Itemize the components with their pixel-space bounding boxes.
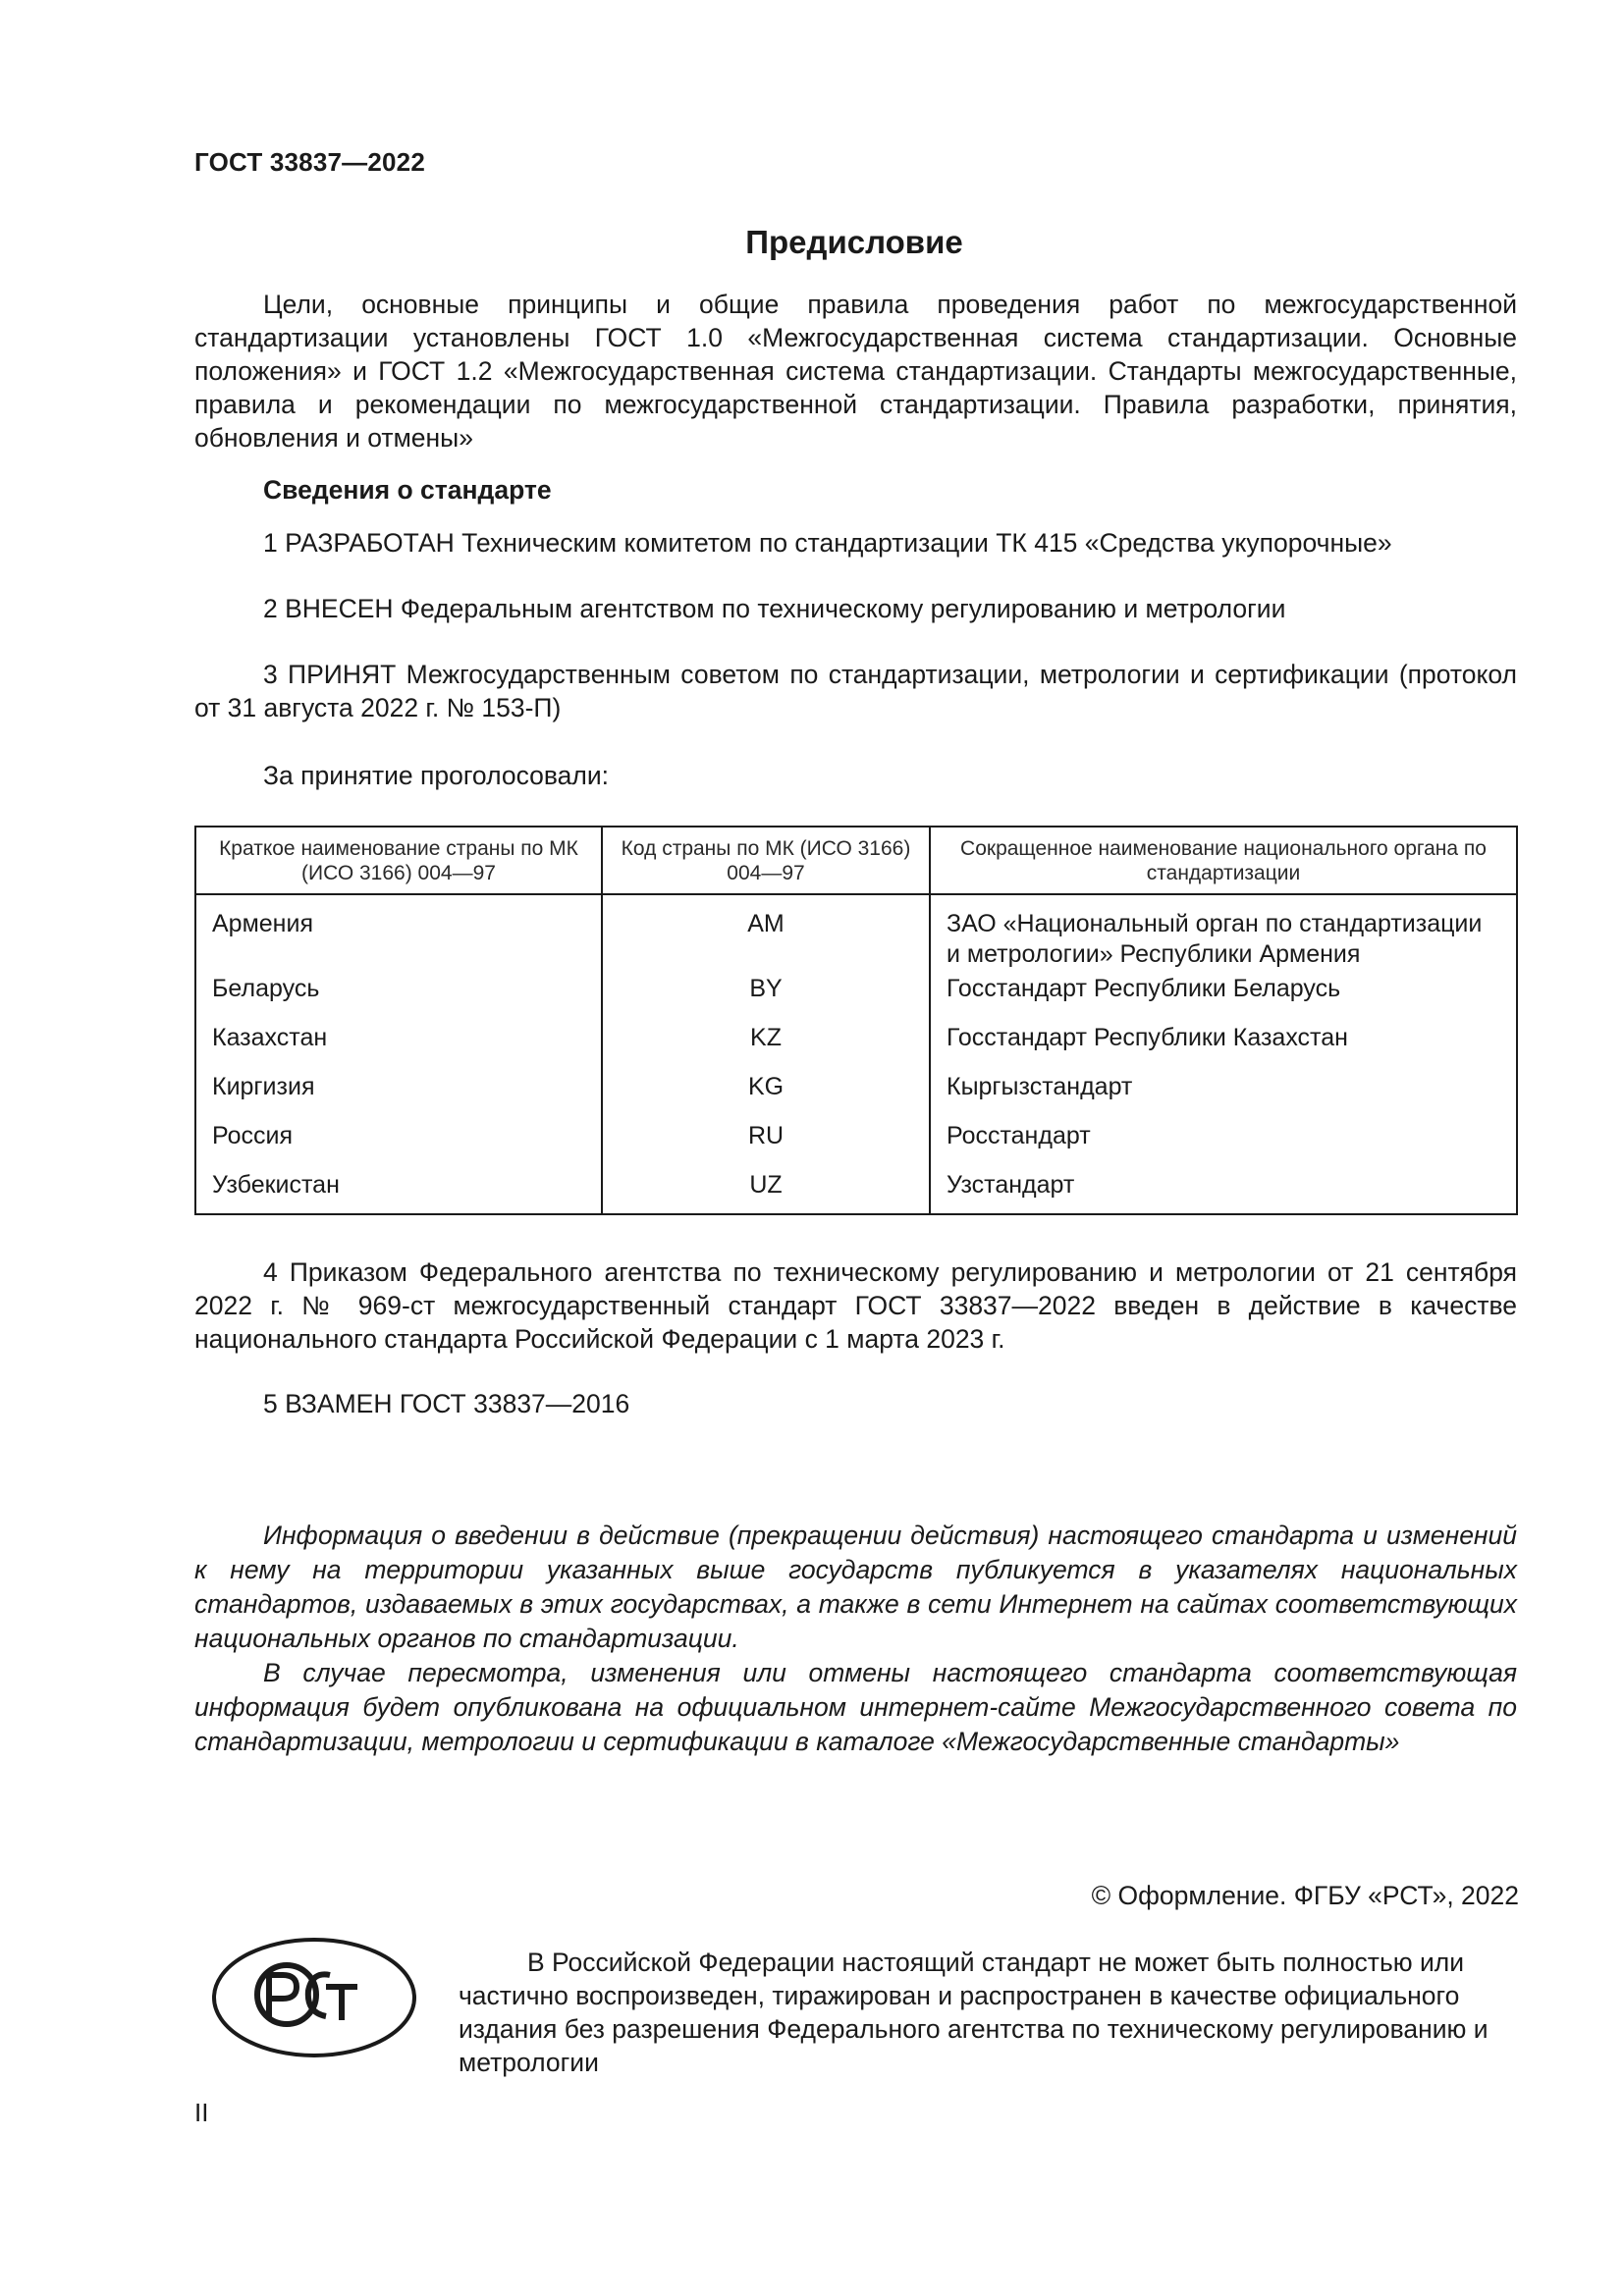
item-2: 2 ВНЕСЕН Федеральным агентством по техническому регулированию и метрологии (263, 594, 1286, 623)
item-3: 3 ПРИНЯТ Межгосударственным советом по стандартизации, метрологии и сертификации (протокол от 31 августа 2022 г. № 153-П) (194, 660, 1517, 722)
table-header-code: Код страны по МК (ИСО 3166) 004—97 (602, 827, 930, 894)
intro-paragraph: Цели, основные принципы и общие правила проведения работ по межгосударственной стандартизации установлены ГОСТ 1.0 «Межгосударственная система стандартизации. Основные положения» и ГОСТ 1.2 «Межгосударственная система стандартизации. Стандарты межгосударственные, правила и рекомендации по межгосударственной стандартизации. Правила разработки, принятия, обновления и отмены» (194, 290, 1517, 453)
national-body: Госстандарт Республики Беларусь (930, 972, 1517, 1021)
country-name: Казахстан (195, 1021, 602, 1070)
country-name: Армения (195, 894, 602, 972)
table-row (195, 1070, 1517, 1119)
table-header-row (195, 827, 1517, 894)
country-code: KG (602, 1070, 930, 1119)
notice-paragraph-1: Информация о введении в действие (прекращении действия) настоящего стандарта и изменений к нему на территории указанных выше государств публикуется в указателях национальных стандартов, издаваемых в этих государствах, а также в сети Интернет на сайтах соответствующих национальных органов по стандартизации. (194, 1521, 1517, 1653)
voting-countries-table (194, 826, 1518, 1215)
national-body: Госстандарт Республики Казахстан (930, 1021, 1517, 1070)
page-number: II (194, 2098, 209, 2127)
table-row (195, 1119, 1517, 1168)
country-name: Беларусь (195, 972, 602, 1021)
notice-paragraph-2: В случае пересмотра, изменения или отмены настоящего стандарта соответствующая информация будет опубликована на официальном интернет-сайте Межгосударственного совета по стандартизации, метрологии и сертификации в каталоге «Межгосударственные стандарты» (194, 1658, 1517, 1756)
voted-label: За принятие проголосовали: (263, 761, 610, 790)
rst-certification-mark-icon (210, 1936, 418, 2059)
item-1: 1 РАЗРАБОТАН Техническим комитетом по стандартизации ТК 415 «Средства укупорочные» (263, 528, 1392, 558)
item-4: 4 Приказом Федерального агентства по техническому регулированию и метрологии от 21 сентября 2022 г. № 969-ст межгосударственный стандарт ГОСТ 33837—2022 введен в действие в качестве национального стандарта Российской Федерации с 1 марта 2023 г. (194, 1257, 1517, 1354)
table-header-country: Краткое наименование страны по МК (ИСО 3166) 004—97 (195, 827, 602, 894)
table-row (195, 1168, 1517, 1214)
national-body: Кыргызстандарт (930, 1070, 1517, 1119)
country-code: BY (602, 972, 930, 1021)
item-5: 5 ВЗАМЕН ГОСТ 33837—2016 (263, 1389, 630, 1418)
country-name: Узбекистан (195, 1168, 602, 1214)
document-code-header: ГОСТ 33837—2022 (194, 147, 425, 177)
standard-info-heading: Сведения о стандарте (263, 475, 552, 505)
copyright-notice: © Оформление. ФГБУ «РСТ», 2022 (1091, 1881, 1519, 1910)
table-header-body: Сокращенное наименование национального органа по стандартизации (930, 827, 1517, 894)
country-code: AM (602, 894, 930, 972)
table-row (195, 1021, 1517, 1070)
national-body: Росстандарт (930, 1119, 1517, 1168)
table-row (195, 972, 1517, 1021)
country-code: KZ (602, 1021, 930, 1070)
table-row (195, 894, 1517, 972)
national-body: ЗАО «Национальный орган по стандартизации и метрологии» Республики Армения (930, 894, 1517, 972)
copyright-restriction-text: В Российской Федерации настоящий стандарт не может быть полностью или частично воспроизведен, тиражирован и распространен в качестве официального издания без разрешения Федерального агентства по техническому регулированию и метрологии (459, 1948, 1489, 2077)
country-name: Киргизия (195, 1070, 602, 1119)
country-code: UZ (602, 1168, 930, 1214)
country-code: RU (602, 1119, 930, 1168)
country-name: Россия (195, 1119, 602, 1168)
page-title: Предисловие (745, 224, 963, 260)
national-body: Узстандарт (930, 1168, 1517, 1214)
